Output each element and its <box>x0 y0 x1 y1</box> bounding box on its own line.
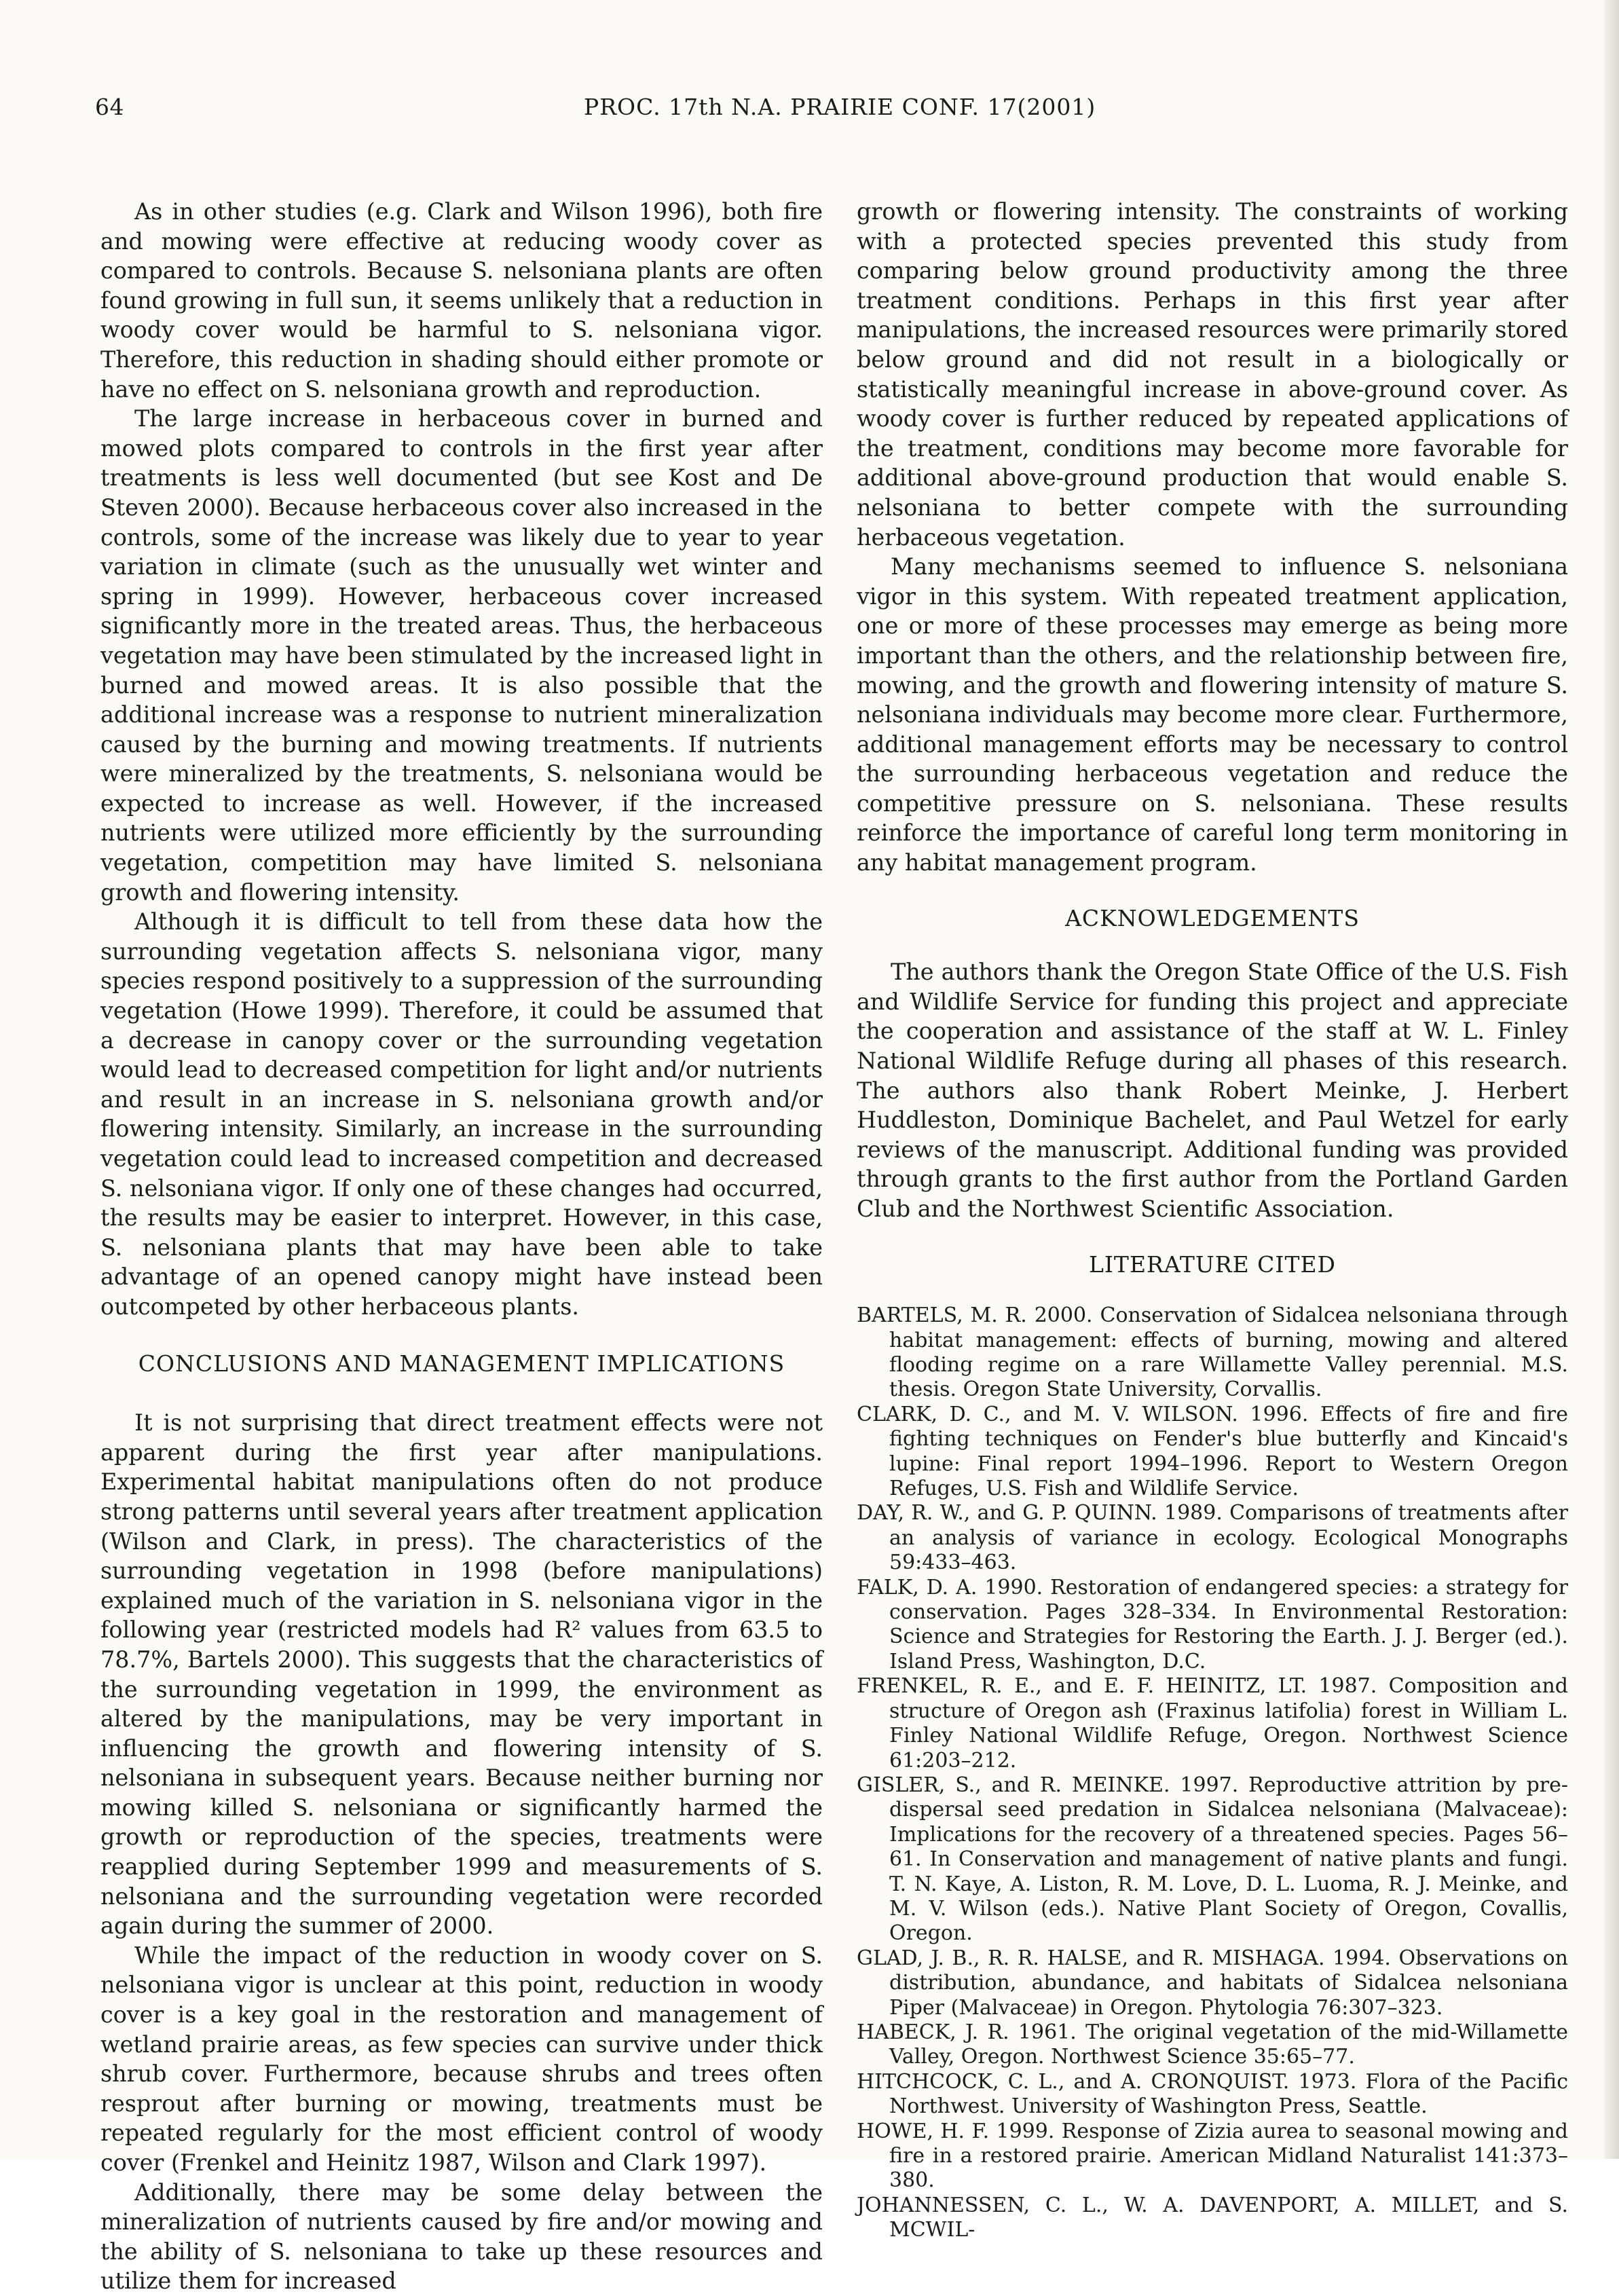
paragraph: Many mechanisms seemed to influence S. nelsoniana vigor in this system. With repeated treatment application, one or more of these processes may emerge as being more important than the others, and the relationship between fire, mowing, and the growth and flowering intensity of mature S. nelsoniana individuals may become more clear. Furthermore, additional management efforts may be necessary to control the surrounding herbaceous vegetation and reduce the competitive pressure on S. nelsoniana. These results reinforce the importance of careful long term monitoring in any habitat management program. <box>857 553 1568 876</box>
paragraph: Additionally, there may be some delay between the mineralization of nutrients caused by fire and/or mowing and the ability of S. nelsoniana to take up these resources and utilize them for increased <box>100 2179 823 2295</box>
reference-item: DAY, R. W., and G. P. QUINN. 1989. Comparisons of treatments after an analysis of variance in ecology. Ecological Monographs 59:433–463. <box>857 1501 1568 1575</box>
reference-item: HABECK, J. R. 1961. The original vegetation of the mid-Willamette Valley, Oregon. Northwest Science 35:65–77. <box>857 2020 1568 2069</box>
reference-item: GISLER, S., and R. MEINKE. 1997. Reproductive attrition by pre-dispersal seed predation in Sidalcea nelsoniana (Malvaceae): Implications for the recovery of a threatened species. Pages 56–61. In Conservation and management of native plants and fungi. T. N. Kaye, A. Liston, R. M. Love, D. L. Luoma, R. J. Meinke, and M. V. Wilson (eds.). Native Plant Society of Oregon, Covallis, Oregon. <box>857 1773 1568 1946</box>
section-heading-conclusions: CONCLUSIONS AND MANAGEMENT IMPLICATIONS <box>138 1350 785 1377</box>
reference-item: HITCHCOCK, C. L., and A. CRONQUIST. 1973. Flora of the Pacific Northwest. University of Washington Press, Seattle. <box>857 2069 1568 2119</box>
reference-item: JOHANNESSEN, C. L., W. A. DAVENPORT, A. MILLET, and S. MCWIL- <box>857 2193 1568 2242</box>
paragraph: It is not surprising that direct treatment effects were not apparent during the first year after manipulations. Experimental habitat manipulations often do not produce strong patterns until several years after treatment application (Wilson and Clark, in press). The characteristics of the surrounding vegetation in 1998 (before manipulations) explained much of the variation in S. nelsoniana vigor in the following year (restricted models had R² values from 63.5 to 78.7%, Bartels 2000). This suggests that the characteristics of the surrounding vegetation in 1999, the environment as altered by the manipulations, may be very important in influencing the growth and flowering intensity of S. nelsoniana in subsequent years. Because neither burning nor mowing killed S. nelsoniana or significantly harmed the growth or reproduction of the species, treatments were reapplied during September 1999 and measurements of S. nelsoniana and the surrounding vegetation were recorded again during the summer of 2000. <box>100 1409 823 1940</box>
left-column <box>100 197 823 2296</box>
section-heading-literature: LITERATURE CITED <box>1088 1251 1336 1278</box>
paragraph: While the impact of the reduction in woody cover on S. nelsoniana vigor is unclear at this point, reduction in woody cover is a key goal in the restoration and management of wetland prairie areas, as few species can survive under thick shrub cover. Furthermore, because shrubs and trees often resprout after burning or mowing, treatments must be repeated regularly for the most efficient control of woody cover (Frenkel and Heinitz 1987, Wilson and Clark 1997). <box>100 1942 823 2176</box>
paragraph: The large increase in herbaceous cover in burned and mowed plots compared to controls in the first year after treatments is less well documented (but see Kost and De Steven 2000). Because herbaceous cover also increased in the controls, some of the increase was likely due to year to year variation in climate (such as the unusually wet winter and spring in 1999). However, herbaceous cover increased significantly more in the treated areas. Thus, the herbaceous vegetation may have been stimulated by the increased light in burned and mowed areas. It is also possible that the additional increase was a response to nutrient mineralization caused by the burning and mowing treatments. If nutrients were mineralized by the treatments, S. nelsoniana would be expected to increase as well. However, if the increased nutrients were utilized more efficiently by the surrounding vegetation, competition may have limited S. nelsoniana growth and flowering intensity. <box>100 405 823 906</box>
page-edge <box>1604 0 1619 2159</box>
reference-list <box>857 1303 1568 2242</box>
reference-item: CLARK, D. C., and M. V. WILSON. 1996. Effects of fire and fire fighting techniques on Fender's blue butterfly and Kincaid's lupine: Final report 1994–1996. Report to Western Oregon Refuges, U.S. Fish and Wildlife Service. <box>857 1402 1568 1501</box>
reference-item: GLAD, J. B., R. R. HALSE, and R. MISHAGA. 1994. Observations on distribution, abundance, and habitats of Sidalcea nelsoniana Piper (Malvaceae) in Oregon. Phytologia 76:307–323. <box>857 1946 1568 2020</box>
journal-title: PROC. 17th N.A. PRAIRIE CONF. 17(2001) <box>584 94 1096 120</box>
right-column <box>857 197 1568 2243</box>
reference-item: BARTELS, M. R. 2000. Conservation of Sidalcea nelsoniana through habitat management: effects of burning, mowing and altered flooding regime on a rare Willamette Valley perennial. M.S. thesis. Oregon State University, Corvallis. <box>857 1303 1568 1402</box>
paragraph: As in other studies (e.g. Clark and Wilson 1996), both fire and mowing were effective at reducing woody cover as compared to controls. Because S. nelsoniana plants are often found growing in full sun, it seems unlikely that a reduction in woody cover would be harmful to S. nelsoniana vigor. Therefore, this reduction in shading should either promote or have no effect on S. nelsoniana growth and reproduction. <box>100 198 823 403</box>
reference-item: FRENKEL, R. E., and E. F. HEINITZ, LT. 1987. Composition and structure of Oregon ash (Fraxinus latifolia) forest in William L. Finley National Wildlife Refuge, Oregon. Northwest Science 61:203–212. <box>857 1674 1568 1773</box>
section-heading-acknowledgements: ACKNOWLEDGEMENTS <box>1065 904 1360 931</box>
paragraph: growth or flowering intensity. The constraints of working with a protected species prevented this study from comparing below ground productivity among the three treatment conditions. Perhaps in this first year after manipulations, the increased resources were primarily stored below ground and did not result in a biologically or statistically meaningful increase in above-ground cover. As woody cover is further reduced by repeated applications of the treatment, conditions may become more favorable for additional above-ground production that would enable S. nelsoniana to better compete with the surrounding herbaceous vegetation. <box>857 198 1568 551</box>
reference-item: HOWE, H. F. 1999. Response of Zizia aurea to seasonal mowing and fire in a restored prairie. American Midland Naturalist 141:373–380. <box>857 2119 1568 2193</box>
paragraph: The authors thank the Oregon State Office of the U.S. Fish and Wildlife Service for funding this project and appreciate the cooperation and assistance of the staff at W. L. Finley National Wildlife Refuge during all phases of this research. The authors also thank Robert Meinke, J. Herbert Huddleston, Dominique Bachelet, and Paul Wetzel for early reviews of the manuscript. Additional funding was provided through grants to the first author from the Portland Garden Club and the Northwest Scientific Association. <box>857 959 1568 1222</box>
reference-item: FALK, D. A. 1990. Restoration of endangered species: a strategy for conservation. Pages 328–334. In Environmental Restoration: Science and Strategies for Restoring the Earth. J. J. Berger (ed.). Island Press, Washington, D.C. <box>857 1575 1568 1673</box>
page-number: 64 <box>95 94 124 120</box>
paragraph: Although it is difficult to tell from these data how the surrounding vegetation affects S. nelsoniana vigor, many species respond positively to a suppression of the surrounding vegetation (Howe 1999). Therefore, it could be assumed that a decrease in canopy cover or the surrounding vegetation would lead to decreased competition for light and/or nutrients and result in an increase in S. nelsoniana growth and/or flowering intensity. Similarly, an increase in the surrounding vegetation could lead to increased competition and decreased S. nelsoniana vigor. If only one of these changes had occurred, the results may be easier to interpret. However, in this case, S. nelsoniana plants that may have been able to take advantage of an opened canopy might have instead been outcompeted by other herbaceous plants. <box>100 908 823 1320</box>
